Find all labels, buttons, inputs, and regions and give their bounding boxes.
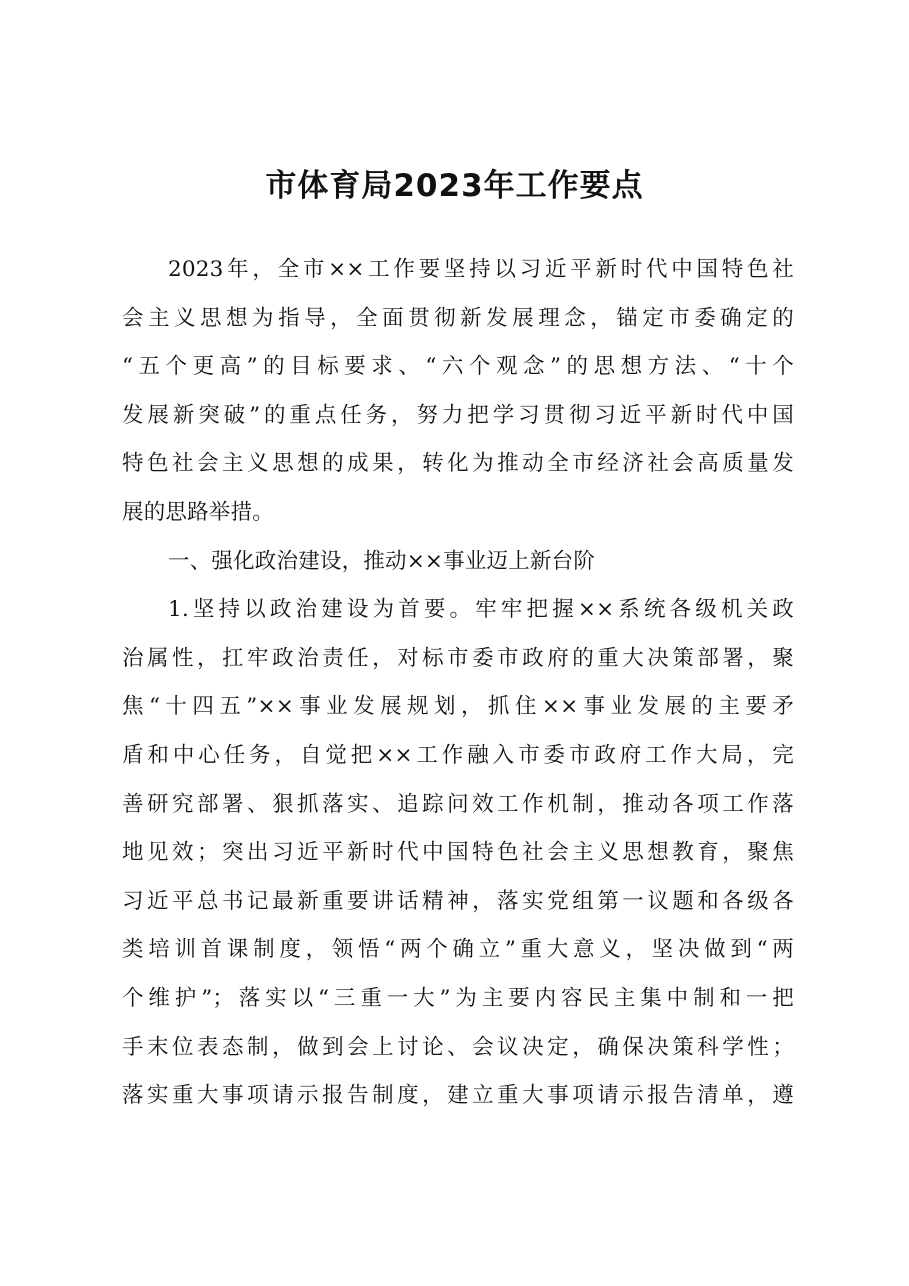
paragraph-line: 地见效；突出习近平新时代中国特色社会主义思想教育，聚焦 [122,840,794,866]
paragraph-line: 2023年，全市××工作要坚持以习近平新时代中国特色社 [168,257,794,282]
paragraph-line: 落实重大事项请示报告制度，建立重大事项请示报告清单，遵 [122,1083,794,1109]
paragraph-line: 展的思路举措。 [122,499,274,525]
paragraph-line: 个维护”；落实以“三重一大”为主要内容民主集中制和一把 [122,985,794,1011]
paragraph-line: 类培训首课制度，领悟“两个确立”重大意义，坚决做到“两 [122,937,794,963]
document-title: 市体育局2023年工作要点 [265,168,644,204]
paragraph-line: 焦“十四五”××事业发展规划，抓住××事业发展的主要矛 [122,694,794,720]
paragraph-line: 治属性，扛牢政治责任，对标市委市政府的重大决策部署，聚 [122,645,794,671]
paragraph-line: 手末位表态制，做到会上讨论、会议决定，确保决策科学性； [122,1034,794,1060]
document-body [122,246,794,1121]
paragraph-line: 习近平总书记最新重要讲话精神，落实党组第一议题和各级各 [122,888,794,914]
paragraph-line: 1.坚持以政治建设为首要。牢牢把握××系统各级机关政 [168,597,794,623]
paragraph-line: 特色社会主义思想的成果，转化为推动全市经济社会高质量发 [122,451,794,477]
paragraph-line: 盾和中心任务，自觉把××工作融入市委市政府工作大局，完 [122,742,794,768]
paragraph-line: 会主义思想为指导，全面贯彻新发展理念，锚定市委确定的 [122,305,794,331]
paragraph-line: 发展新突破”的重点任务，努力把学习贯彻习近平新时代中国 [122,402,794,428]
paragraph-line: 善研究部署、狠抓落实、追踪问效工作机制，推动各项工作落 [122,791,794,817]
paragraph-line: “五个更高”的目标要求、“六个观念”的思想方法、“十个 [122,354,794,380]
section-heading: 一、强化政治建设，推动××事业迈上新台阶 [168,548,596,574]
